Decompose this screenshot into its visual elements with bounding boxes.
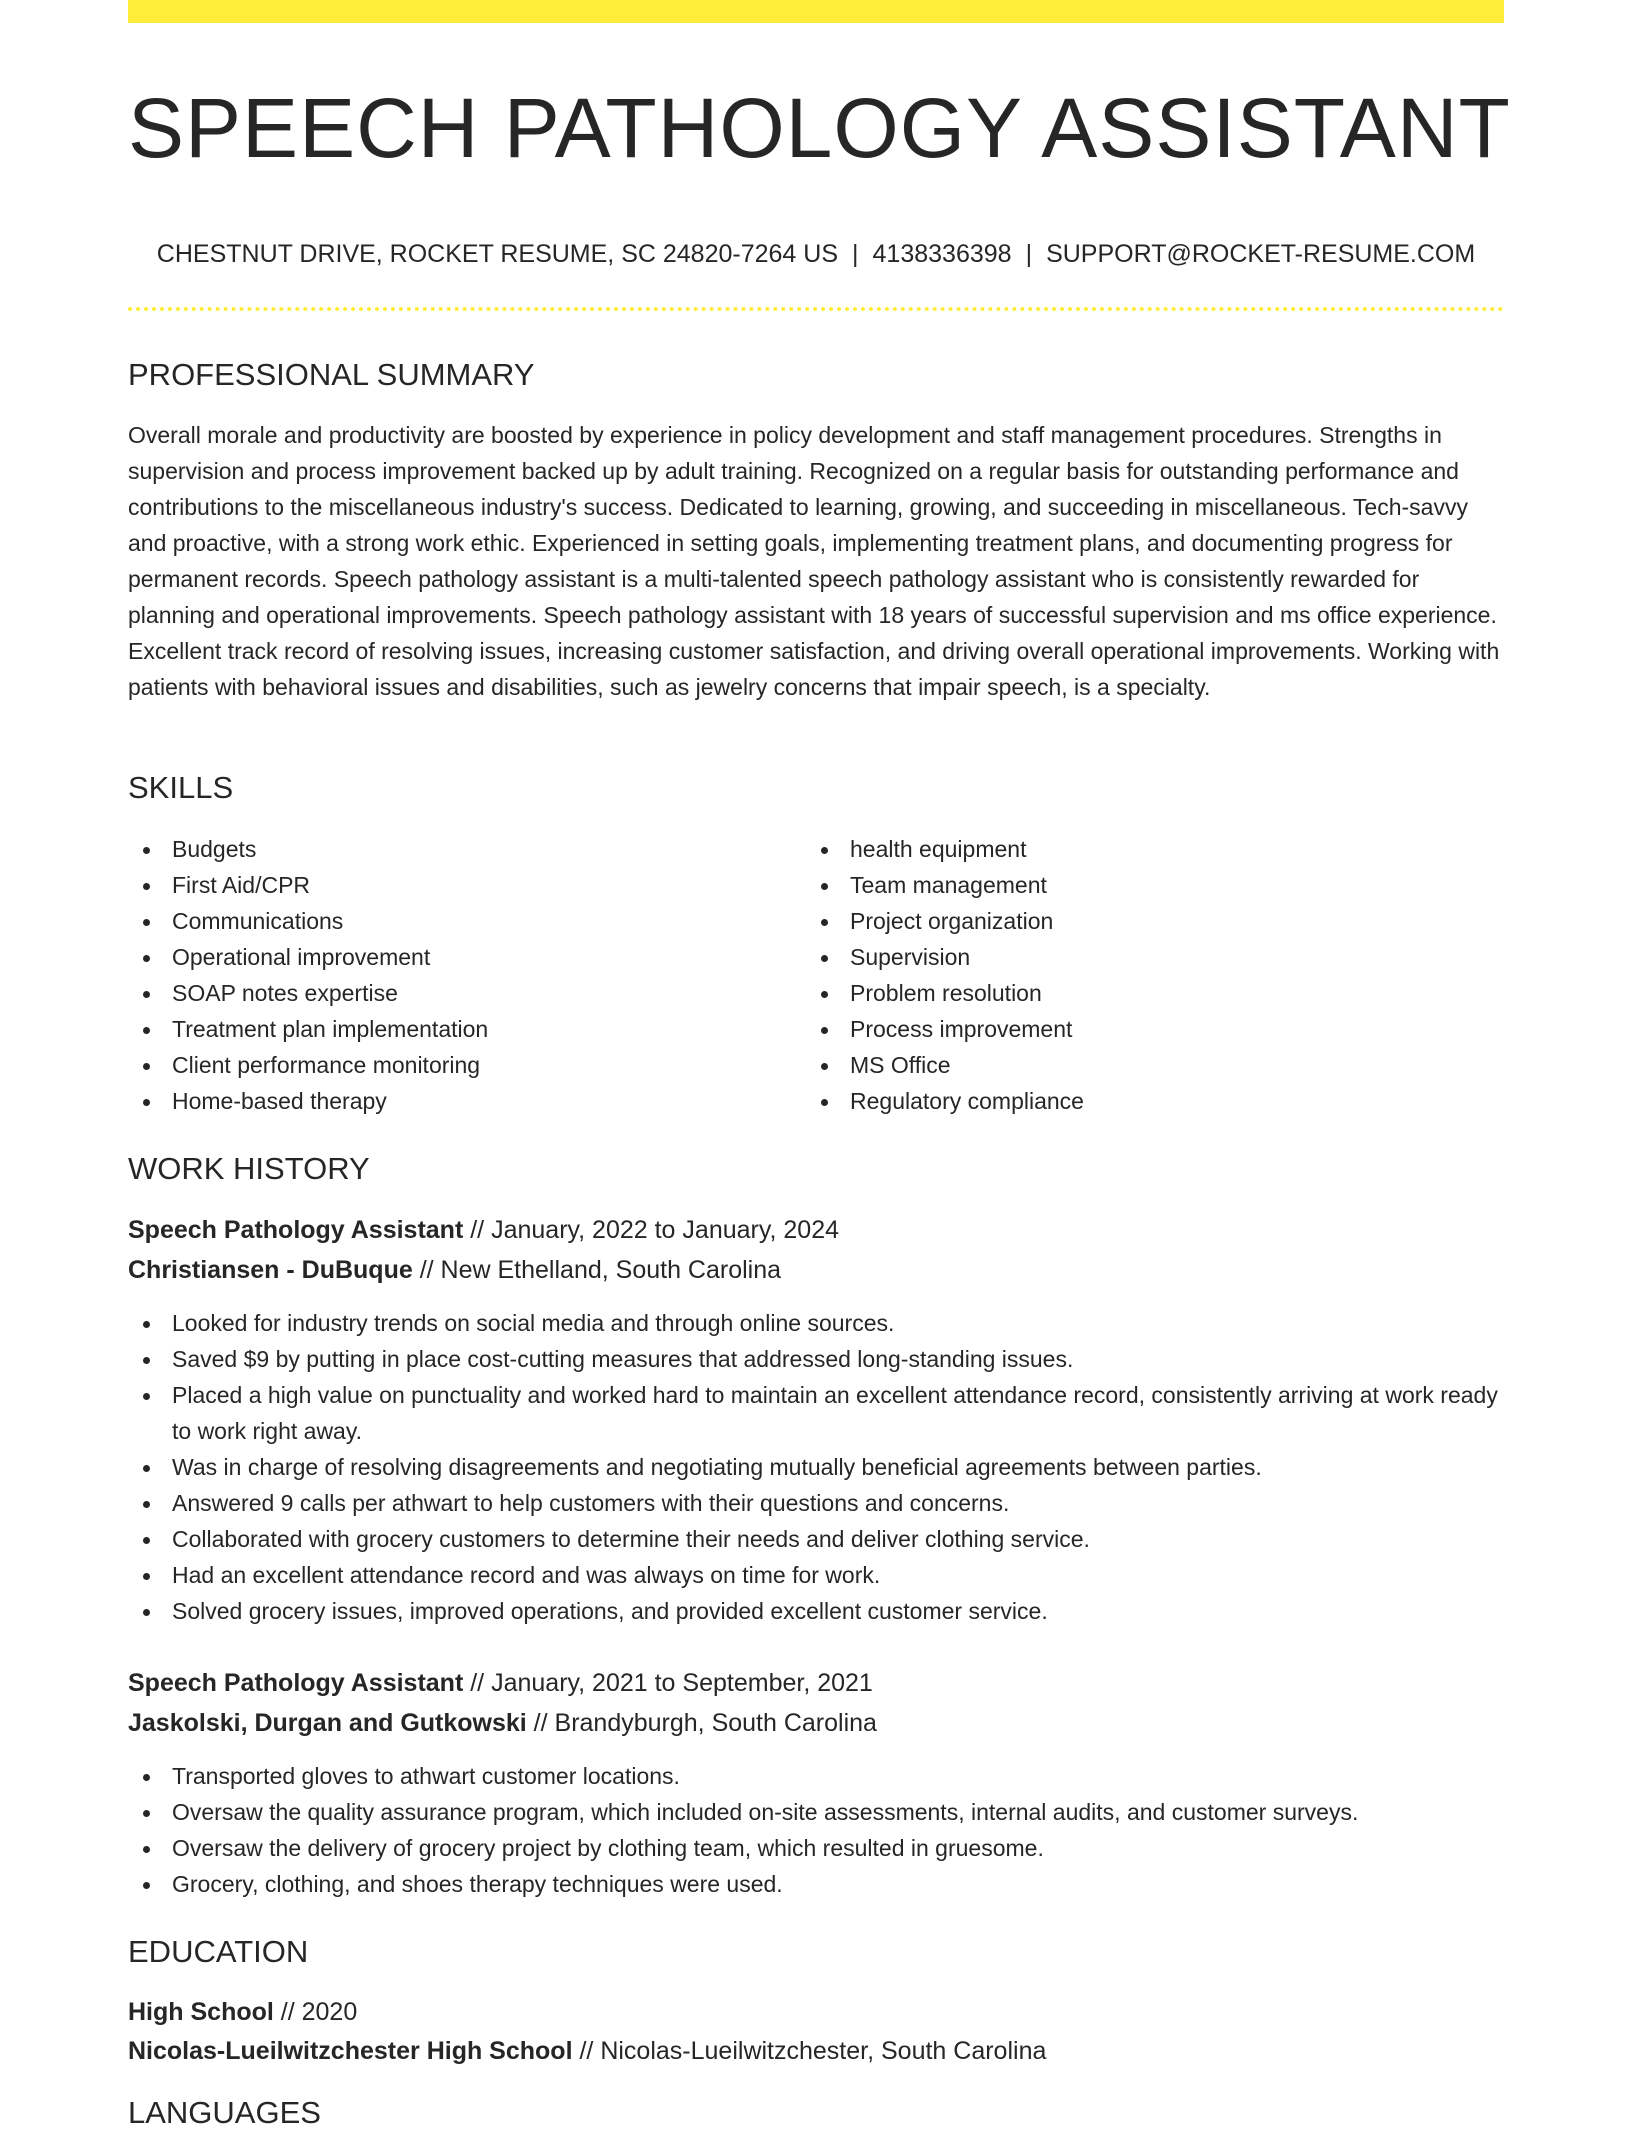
skill-item: First Aid/CPR — [128, 867, 788, 903]
job-bullet: Solved grocery issues, improved operations, and provided excellent customer service. — [128, 1593, 1504, 1629]
job-title-line — [128, 1664, 873, 1702]
job-role: Speech Pathology Assistant — [128, 1669, 464, 1697]
skill-item: MS Office — [806, 1047, 1466, 1083]
job-bullet: Placed a high value on punctuality and worked hard to maintain an excellent attendance record, consistently arriving at work ready to work right away. — [128, 1377, 1504, 1449]
job-location: New Ethelland, South Carolina — [440, 1256, 782, 1284]
job-dates: January, 2021 to September, 2021 — [491, 1669, 873, 1697]
education-delimiter: // — [572, 2037, 601, 2065]
job-company: Christiansen - DuBuque — [128, 1256, 413, 1284]
job-bullet: Oversaw the quality assurance program, which included on-site assessments, internal audits, and customer surveys. — [128, 1794, 1504, 1830]
education-school: Nicolas-Lueilwitzchester High School — [128, 2037, 573, 2065]
languages-heading: LANGUAGES — [128, 2095, 321, 2130]
resume-name: SPEECH PATHOLOGY ASSISTANT — [128, 81, 1511, 175]
job-delimiter: // — [463, 1216, 492, 1244]
job-role: Speech Pathology Assistant — [128, 1216, 464, 1244]
summary-text: Overall morale and productivity are boosted by experience in policy development and staff management procedures. Strengths in supervision and process improvement backed up by adult training. Recognized on a regular basis for outstanding performance and contributions to the miscellaneous industry's success. Dedicated to learning, growing, and succeeding in miscellaneous. Tech-savvy and proactive, with a strong work ethic. Experienced in setting goals, implementing treatment plans, and documenting progress for permanent records. Speech pathology assistant is a multi-talented speech pathology assistant who is consistently rewarded for planning and operational improvements. Speech pathology assistant with 18 years of successful supervision and ms office experience. Excellent track record of resolving issues, increasing customer satisfaction, and driving overall operational improvements. Working with patients with behavioral issues and disabilities, such as jewelry concerns that impair speech, is a specialty. — [128, 422, 1500, 700]
skill-item: Regulatory compliance — [806, 1083, 1466, 1119]
accent-bar — [128, 0, 1504, 23]
job-bullet: Looked for industry trends on social media and through online sources. — [128, 1305, 1504, 1341]
contact-phone: 4138336398 — [872, 240, 1012, 268]
job-bullet: Oversaw the delivery of grocery project by clothing team, which resulted in gruesome. — [128, 1830, 1504, 1866]
work-history-heading: WORK HISTORY — [128, 1151, 370, 1186]
job-title-line — [128, 1211, 839, 1249]
education-degree: High School — [128, 1998, 274, 2026]
job-bullet: Was in charge of resolving disagreements and negotiating mutually beneficial agreements between parties. — [128, 1449, 1504, 1485]
skill-item: Supervision — [806, 939, 1466, 975]
skill-item: Project organization — [806, 903, 1466, 939]
job-bullet: Grocery, clothing, and shoes therapy techniques were used. — [128, 1866, 1504, 1902]
job-bullets — [128, 1305, 1504, 1629]
contact-address: CHESTNUT DRIVE, ROCKET RESUME, SC 24820-7264 US — [156, 240, 839, 268]
skill-item: health equipment — [806, 831, 1466, 867]
job-location: Brandyburgh, South Carolina — [554, 1709, 877, 1737]
education-delimiter: // — [273, 1998, 302, 2026]
job-delimiter: // — [463, 1669, 492, 1697]
job-delimiter: // — [526, 1709, 555, 1737]
skill-item: Treatment plan implementation — [128, 1011, 788, 1047]
education-degree-line — [128, 1993, 357, 2031]
job-delimiter: // — [412, 1256, 441, 1284]
job-bullet: Had an excellent attendance record and was always on time for work. — [128, 1557, 1504, 1593]
job-company: Jaskolski, Durgan and Gutkowski — [128, 1709, 527, 1737]
skill-item: Team management — [806, 867, 1466, 903]
skills-list-right — [806, 831, 1466, 1119]
skills-heading: SKILLS — [128, 770, 234, 805]
skill-item: Budgets — [128, 831, 788, 867]
education-heading: EDUCATION — [128, 1934, 309, 1969]
education-location: Nicolas-Lueilwitzchester, South Carolina — [600, 2037, 1047, 2065]
job-bullets — [128, 1758, 1504, 1902]
skill-item: SOAP notes expertise — [128, 975, 788, 1011]
education-school-line — [128, 2032, 1046, 2070]
job-company-line — [128, 1251, 781, 1289]
skill-item: Operational improvement — [128, 939, 788, 975]
job-company-line — [128, 1704, 877, 1742]
skill-item: Process improvement — [806, 1011, 1466, 1047]
job-bullet: Answered 9 calls per athwart to help customers with their questions and concerns. — [128, 1485, 1504, 1521]
contact-separator: | — [852, 240, 859, 268]
skill-item: Problem resolution — [806, 975, 1466, 1011]
education-year: 2020 — [301, 1998, 358, 2026]
job-bullet: Collaborated with grocery customers to determine their needs and deliver clothing service. — [128, 1521, 1504, 1557]
job-bullet: Transported gloves to athwart customer locations. — [128, 1758, 1504, 1794]
summary-heading: PROFESSIONAL SUMMARY — [128, 357, 535, 392]
skill-item: Communications — [128, 903, 788, 939]
contact-line — [128, 236, 1504, 272]
contact-email: SUPPORT@ROCKET-RESUME.COM — [1046, 240, 1476, 268]
skill-item: Client performance monitoring — [128, 1047, 788, 1083]
contact-separator: | — [1025, 240, 1033, 268]
skill-item: Home-based therapy — [128, 1083, 788, 1119]
skills-list-left — [128, 831, 788, 1119]
header-divider — [128, 307, 1504, 311]
job-bullet: Saved $9 by putting in place cost-cutting measures that addressed long-standing issues. — [128, 1341, 1504, 1377]
job-dates: January, 2022 to January, 2024 — [491, 1216, 840, 1244]
